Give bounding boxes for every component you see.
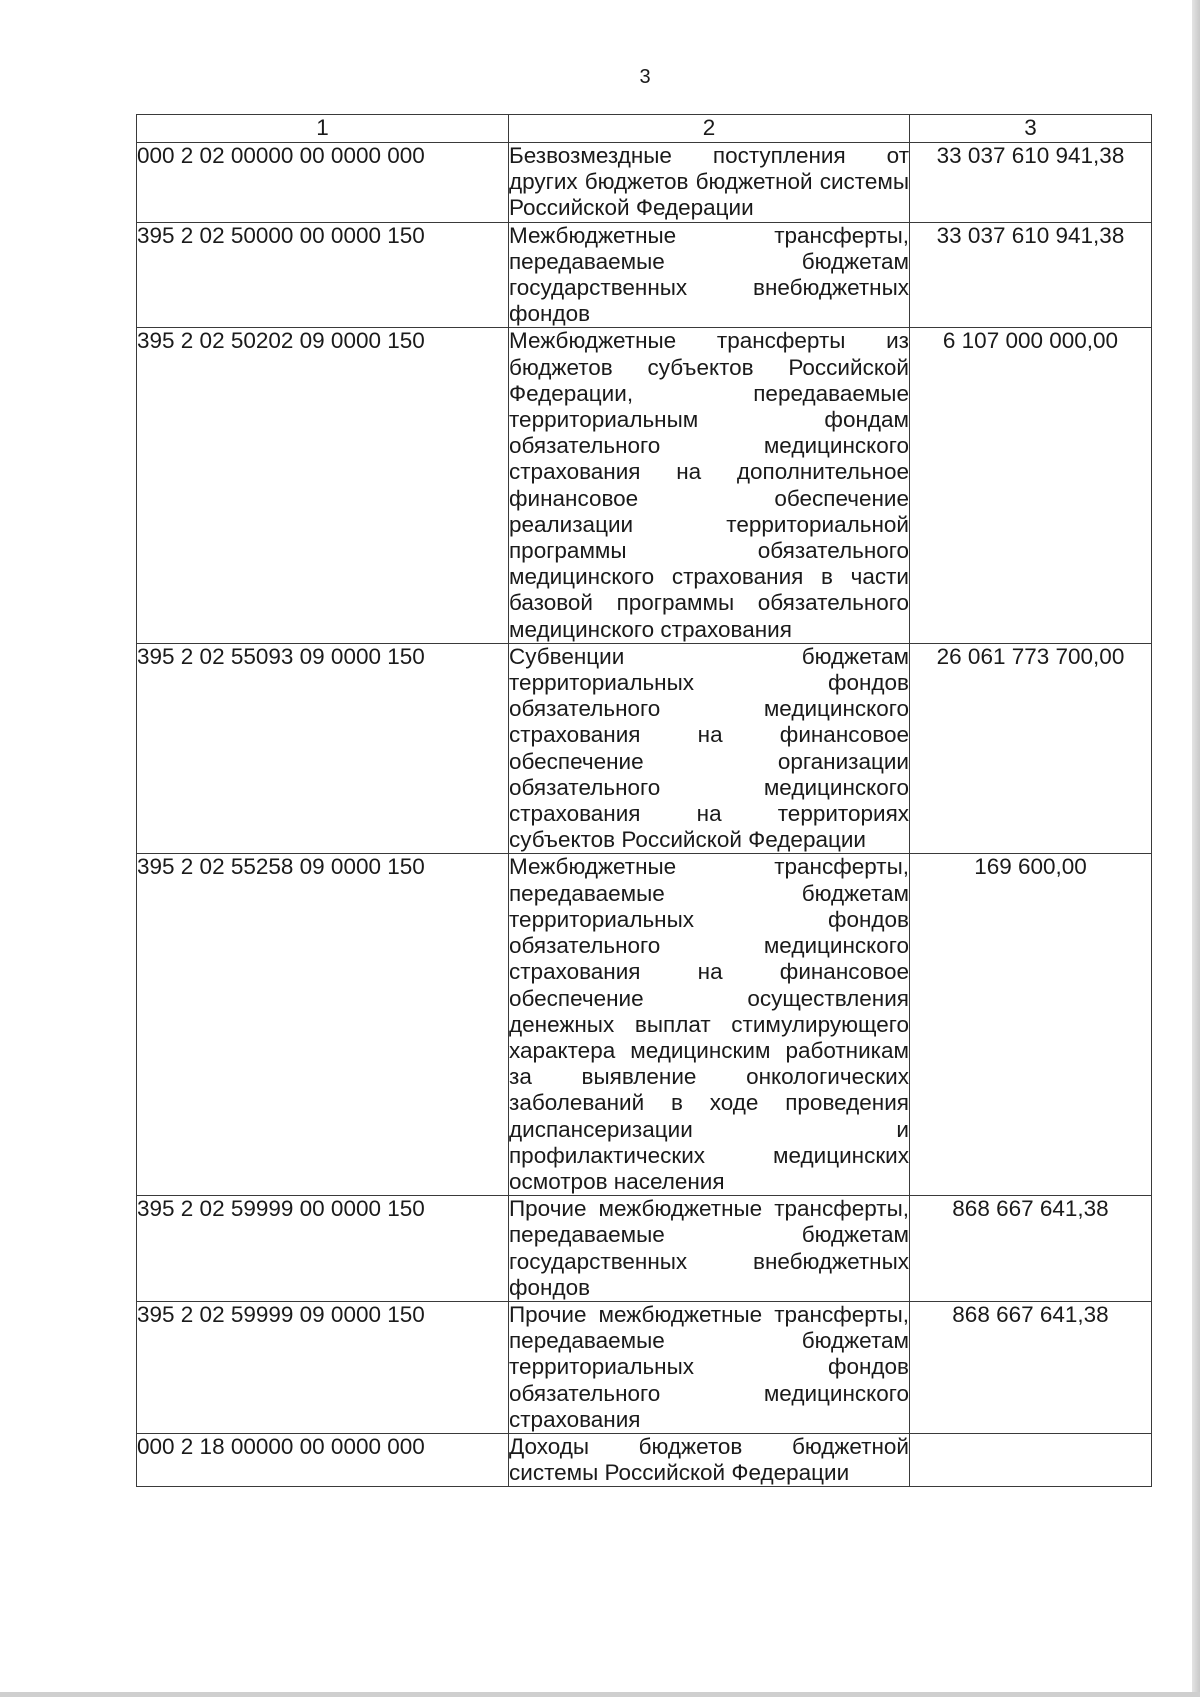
revenue-description: Доходы бюджетов бюджетной системы Российской Федерации	[509, 1433, 909, 1486]
table-row	[137, 222, 1152, 328]
budget-code: 395 2 02 55258 09 0000 150	[137, 854, 509, 1196]
revenue-description: Субвенции бюджетам территориальных фондов обязательного медицинского страхования на финансовое обеспечение организации обязательного медицинского страхования на территориях субъектов Российской Федерации	[509, 643, 909, 853]
revenue-description: Прочие межбюджетные трансферты, передаваемые бюджетам государственных внебюджетных фондов	[509, 1196, 909, 1300]
budget-code: 395 2 02 55093 09 0000 150	[137, 643, 509, 854]
budget-code: 395 2 02 59999 09 0000 150	[137, 1301, 509, 1433]
revenue-amount	[910, 1433, 1152, 1486]
revenue-description: Межбюджетные трансферты, передаваемые бюджетам территориальных фондов обязательного медицинского страхования на финансовое обеспечение осуществления денежных выплат стимулирующего характера медицинским работникам за выявление онкологических заболеваний в ходе проведения диспансеризации и профилактических медицинских осмотров населения	[509, 854, 909, 1194]
table-row	[137, 143, 1152, 223]
budget-code: 395 2 02 50000 00 0000 150	[137, 222, 509, 328]
revenue-description: Межбюджетные трансферты, передаваемые бюджетам государственных внебюджетных фондов	[509, 222, 909, 327]
table-row	[137, 854, 1152, 1196]
revenue-amount: 868 667 641,38	[910, 1196, 1152, 1302]
revenue-description: Межбюджетные трансферты из бюджетов субъектов Российской Федерации, передаваемые территориальным фондам обязательного медицинского страхования на дополнительное финансовое обеспечение реализации территориальной программы обязательного медицинского страхования в части базовой программы обязательного медицинского страхования	[509, 328, 909, 642]
revenue-description: Безвозмездные поступления от других бюджетов бюджетной системы Российской Федерации	[509, 143, 909, 221]
revenue-description: Прочие межбюджетные трансферты, передаваемые бюджетам территориальных фондов обязательного медицинского страхования	[509, 1301, 909, 1432]
revenue-amount: 33 037 610 941,38	[910, 222, 1152, 328]
revenue-amount: 26 061 773 700,00	[910, 643, 1152, 854]
table-row	[137, 1433, 1152, 1486]
table-header-row	[137, 115, 1152, 143]
table-row	[137, 328, 1152, 643]
revenue-amount: 169 600,00	[910, 854, 1152, 1196]
table-row	[137, 643, 1152, 854]
revenue-amount: 33 037 610 941,38	[910, 143, 1152, 223]
page-edge-shadow	[1192, 0, 1200, 1697]
column-header-code: 1	[137, 115, 509, 143]
column-header-description: 2	[509, 115, 910, 143]
column-header-amount: 3	[910, 115, 1152, 143]
budget-code: 000 2 02 00000 00 0000 000	[137, 143, 509, 223]
table-row	[137, 1196, 1152, 1302]
budget-code: 395 2 02 50202 09 0000 150	[137, 328, 509, 643]
budget-code: 395 2 02 59999 00 0000 150	[137, 1196, 509, 1302]
page-bottom-edge	[0, 1692, 1200, 1697]
budget-code: 000 2 18 00000 00 0000 000	[137, 1433, 509, 1486]
revenue-amount: 868 667 641,38	[910, 1301, 1152, 1433]
revenue-amount: 6 107 000 000,00	[910, 328, 1152, 643]
page-number: 3	[639, 66, 651, 88]
revenue-table	[136, 114, 1152, 1487]
table-row	[137, 1301, 1152, 1433]
